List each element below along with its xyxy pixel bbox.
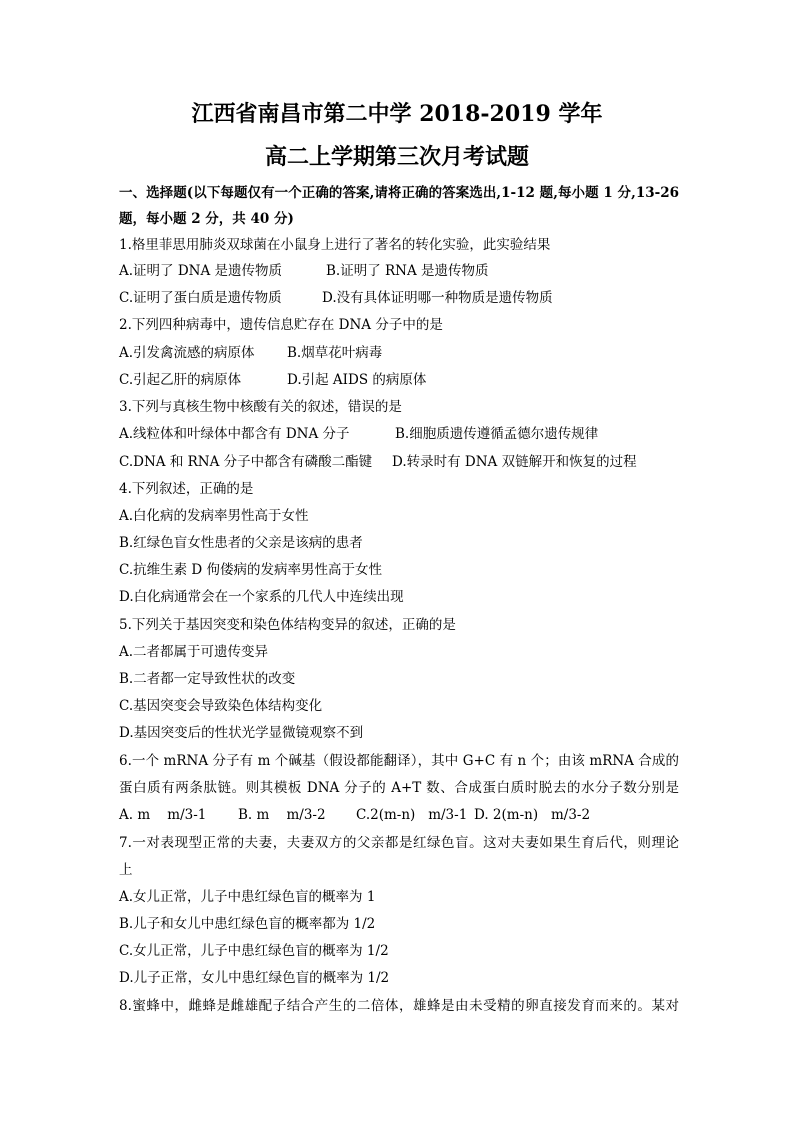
question-3-option-d: D.转录时有 DNA 双链解开和恢复的过程 xyxy=(392,454,637,470)
question-5-stem: 5.下列关于基因突变和染色体结构变异的叙述，正确的是 xyxy=(119,617,456,633)
question-5-option-b: B.二者都一定导致性状的改变 xyxy=(119,671,296,687)
question-6-option-b: B. m m/3-2 xyxy=(238,807,326,823)
question-1-option-b: B.证明了 RNA 是遗传物质 xyxy=(326,263,489,279)
question-4-option-d: D.白化病通常会在一个家系的几代人中连续出现 xyxy=(119,589,404,605)
question-2-option-b: B.烟草花叶病毒 xyxy=(287,345,383,361)
question-7-stem-line1: 7.一对表现型正常的夫妻，夫妻双方的父亲都是红绿色盲。这对夫妻如果生育后代，则理论 xyxy=(119,835,679,851)
exam-title-line1: 江西省南昌市第二中学 2018-2019 学年 xyxy=(191,101,603,127)
question-4-option-a: A.白化病的发病率男性高于女性 xyxy=(119,508,309,524)
question-4-option-c: C.抗维生素 D 佝偻病的发病率男性高于女性 xyxy=(119,562,383,578)
question-4-option-b: B.红绿色盲女性患者的父亲是该病的患者 xyxy=(119,535,363,551)
question-3-option-b: B.细胞质遗传遵循孟德尔遗传规律 xyxy=(395,426,599,442)
question-6-option-a: A. m m/3-1 xyxy=(119,807,207,823)
question-7-option-c: C.女儿正常，儿子中患红绿色盲的概率为 1/2 xyxy=(119,943,389,959)
question-1-option-c: C.证明了蛋白质是遗传物质 xyxy=(119,290,282,306)
question-5-option-a: A.二者都属于可遗传变异 xyxy=(119,644,269,660)
section-heading-line1: 一、选择题(以下每题仅有一个正确的答案,请将正确的答案选出,1-12 题,每小题 1 分,13-26 xyxy=(119,185,679,201)
question-7-stem-line2: 上 xyxy=(119,862,133,878)
exam-title-line2: 高二上学期第三次月考试题 xyxy=(264,144,529,170)
question-6-stem-line1: 6.一个 mRNA 分子有 m 个碱基（假设都能翻译），其中 G+C 有 n 个；由该 mRNA 合成的 xyxy=(119,753,679,769)
question-2-option-a: A.引发禽流感的病原体 xyxy=(119,345,255,361)
question-1-option-d: D.没有具体证明哪一种物质是遗传物质 xyxy=(322,290,553,306)
question-2-option-d: D.引起 AIDS 的病原体 xyxy=(287,372,427,388)
question-1-option-a: A.证明了 DNA 是遗传物质 xyxy=(119,263,283,279)
question-6-option-d: D. 2(m-n) m/3-2 xyxy=(474,807,591,823)
question-3-stem: 3.下列与真核生物中核酸有关的叙述，错误的是 xyxy=(119,399,402,415)
section-heading-line2: 题，每小题 2 分，共 40 分) xyxy=(119,211,294,227)
question-7-option-a: A.女儿正常，儿子中患红绿色盲的概率为 1 xyxy=(119,889,376,905)
question-5-option-c: C.基因突变会导致染色体结构变化 xyxy=(119,698,323,714)
question-3-option-a: A.线粒体和叶绿体中都含有 DNA 分子 xyxy=(119,426,350,442)
question-6-stem-line2: 蛋白质有两条肽链。则其模板 DNA 分子的 A+T 数、合成蛋白质时脱去的水分子数分别是 xyxy=(119,780,679,796)
question-4-stem: 4.下列叙述，正确的是 xyxy=(119,481,254,497)
question-8-stem-line1: 8.蜜蜂中，雌蜂是雌雄配子结合产生的二倍体，雄蜂是由未受精的卵直接发育而来的。某对 xyxy=(119,998,679,1014)
question-2-stem: 2.下列四种病毒中，遗传信息贮存在 DNA 分子中的是 xyxy=(119,317,443,333)
question-2-option-c: C.引起乙肝的病原体 xyxy=(119,372,242,388)
question-7-option-d: D.儿子正常，女儿中患红绿色盲的概率为 1/2 xyxy=(119,970,390,986)
question-5-option-d: D.基因突变后的性状光学显微镜观察不到 xyxy=(119,725,364,741)
question-1-stem: 1.格里菲思用肺炎双球菌在小鼠身上进行了著名的转化实验，此实验结果 xyxy=(119,237,551,253)
question-3-option-c: C.DNA 和 RNA 分子中都含有磷酸二酯键 xyxy=(119,454,373,470)
question-6-option-c: C.2(m-n) m/3-1 xyxy=(356,807,468,823)
question-7-option-b: B.儿子和女儿中患红绿色盲的概率都为 1/2 xyxy=(119,916,376,932)
